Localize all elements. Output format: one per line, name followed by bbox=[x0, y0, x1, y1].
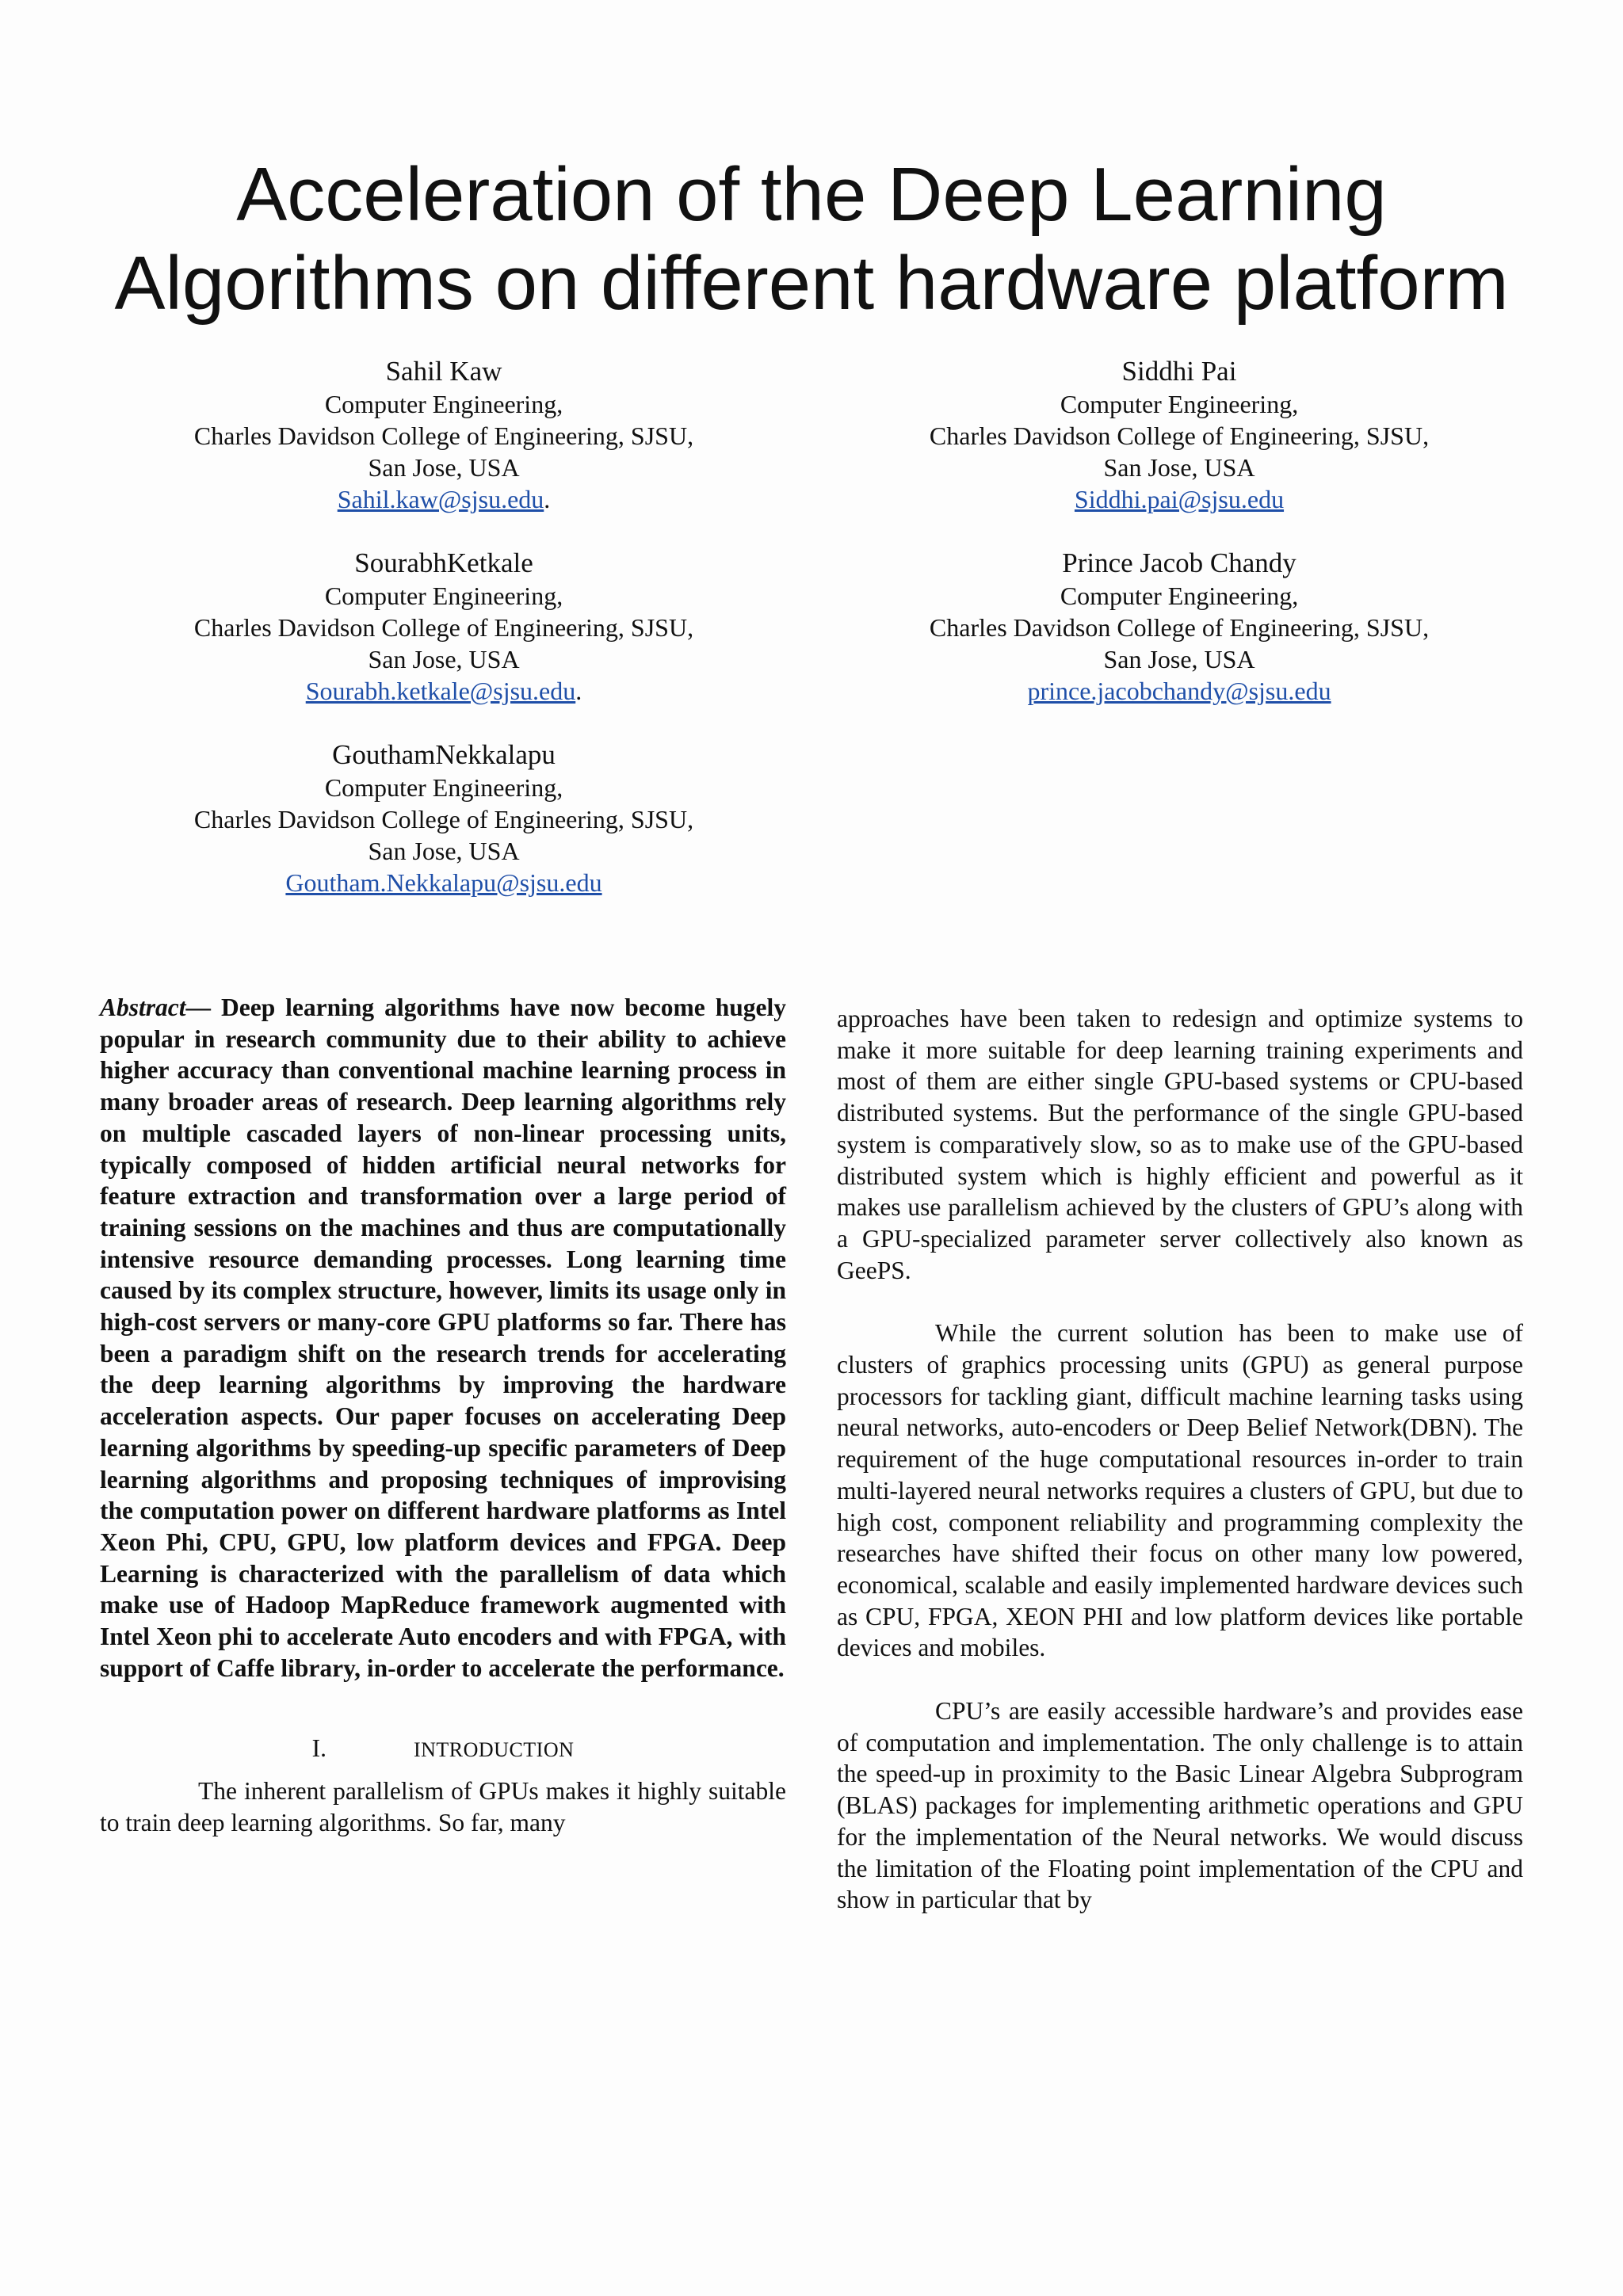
author-college: Charles Davidson College of Engineering, SJSU, bbox=[929, 421, 1430, 450]
abstract-text: Deep learning algorithms have now become hugely popular in research community due to their ability to achieve higher accuracy than conventional machine learning process in many broader areas of research. Deep learning algorithms rely on multiple cascaded layers of non-linear processing units, typically composed of hidden artificial neural networks for feature extraction and transformation over a large period of training sessions on the machines and thus are computationally intensive resource demanding processes. Long learning time caused by its complex structure, however, limits its usage only in high-cost servers or many-core GPU platforms so far. There has been a paradigm shift on the research trends for accelerating the deep learning algorithms by improving the hardware acceleration aspects. Our paper focuses on accelerating Deep learning algorithms by speeding-up specific parameters of Deep learning algorithms and proposing techniques of improvising the computation power on different hardware platforms as Intel Xeon Phi, CPU, GPU, low platform devices and FPGA. Deep Learning is characterized with the parallelism of data which make use of Hadoop MapReduce framework augmented with Intel Xeon phi to accelerate Auto encoders and with FPGA, with support of Caffe library, in-order to accelerate the performance. bbox=[100, 994, 786, 1682]
author-name: Sahil Kaw bbox=[385, 356, 502, 387]
author-email-link[interactable]: Sourabh.ketkale@sjsu.edu bbox=[305, 677, 576, 705]
author-college: Charles Davidson College of Engineering, SJSU, bbox=[193, 805, 694, 833]
paper-title bbox=[0, 151, 1623, 328]
abstract-label: Abstract bbox=[100, 994, 186, 1021]
author-college: Charles Davidson College of Engineering, SJSU, bbox=[929, 613, 1430, 642]
author-name: SourabhKetkale bbox=[354, 547, 533, 578]
abstract-dash: — bbox=[185, 994, 212, 1021]
author-email-link[interactable]: Sahil.kaw@sjsu.edu bbox=[337, 485, 544, 513]
left-column bbox=[100, 992, 786, 1839]
email-trail: . bbox=[575, 677, 582, 705]
author-email-link[interactable]: Siddhi.pai@sjsu.edu bbox=[1074, 485, 1285, 513]
author-name: Prince Jacob Chandy bbox=[1062, 547, 1296, 578]
author-dept: Computer Engineering, bbox=[1060, 582, 1299, 610]
abstract bbox=[100, 992, 786, 1684]
author-block-3 bbox=[87, 547, 800, 707]
right-paragraph-3: CPU’s are easily accessible hardware’s and provides ease of computation and implementation. The only challenge is to attain the speed-up in proximity to the Basic Linear Algebra Subprogram (BLAS) packages for implementing arithmetic operations and GPU for the implementation of the Neural networks. We would discuss the limitation of the Floating point implementation of the CPU and show in particular that by bbox=[837, 1697, 1523, 1914]
author-location: San Jose, USA bbox=[368, 453, 520, 482]
section-title: INTRODUCTION bbox=[413, 1738, 575, 1762]
author-name: GouthamNekkalapu bbox=[332, 739, 556, 770]
author-location: San Jose, USA bbox=[368, 837, 520, 865]
author-dept: Computer Engineering, bbox=[324, 773, 563, 802]
section-number: I. bbox=[311, 1734, 327, 1763]
title-line-1: Acceleration of the Deep Learning bbox=[236, 152, 1387, 237]
author-location: San Jose, USA bbox=[1103, 645, 1255, 673]
right-column bbox=[837, 1003, 1523, 1916]
author-dept: Computer Engineering, bbox=[324, 582, 563, 610]
author-location: San Jose, USA bbox=[1103, 453, 1255, 482]
section-heading-introduction bbox=[100, 1733, 786, 1766]
author-name: Siddhi Pai bbox=[1121, 356, 1237, 387]
right-paragraph-2: While the current solution has been to make use of clusters of graphics processing units (GPU) as general purpose processors for tackling giant, difficult machine learning tasks using neural networks, auto-encoders or Deep Belief Network(DBN). The requirement of the huge computational resources in-order to train multi-layered neural networks requires a clusters of GPU, but due to high cost, component reliability and programming complexity the researches have shifted their focus on other many low powered, economical, scalable and easily implemented hardware devices such as CPU, FPGA, XEON PHI and low platform devices like portable devices and mobiles. bbox=[837, 1319, 1523, 1662]
paragraph-gap bbox=[837, 1286, 1523, 1318]
right-paragraph-1: approaches have been taken to redesign and optimize systems to make it more suitable for deep learning training experiments and most of them are either single GPU-based systems or CPU-based distributed systems. But the performance of the single GPU-based system is comparatively slow, so as to make use of the GPU-based distributed system which is highly efficient and powerful as it makes use parallelism achieved by the clusters of GPU’s along with a GPU-specialized parameter server collectively also known as GeePS. bbox=[837, 1005, 1523, 1284]
email-trail: . bbox=[544, 485, 551, 513]
intro-paragraph-1: The inherent parallelism of GPUs makes it highly suitable to train deep learning algorithms. So far, many bbox=[100, 1777, 786, 1836]
author-email-link[interactable]: prince.jacobchandy@sjsu.edu bbox=[1027, 677, 1331, 705]
paragraph-gap bbox=[837, 1664, 1523, 1695]
author-college: Charles Davidson College of Engineering, SJSU, bbox=[193, 421, 694, 450]
author-location: San Jose, USA bbox=[368, 645, 520, 673]
author-dept: Computer Engineering, bbox=[324, 390, 563, 418]
title-line-2: Algorithms on different hardware platform bbox=[114, 241, 1509, 326]
author-college: Charles Davidson College of Engineering, SJSU, bbox=[193, 613, 694, 642]
author-dept: Computer Engineering, bbox=[1060, 390, 1299, 418]
author-block-4 bbox=[823, 547, 1536, 707]
author-block-5 bbox=[87, 738, 800, 898]
author-block-2 bbox=[823, 355, 1536, 515]
author-block-1 bbox=[87, 355, 800, 515]
author-email-link[interactable]: Goutham.Nekkalapu@sjsu.edu bbox=[285, 868, 602, 897]
